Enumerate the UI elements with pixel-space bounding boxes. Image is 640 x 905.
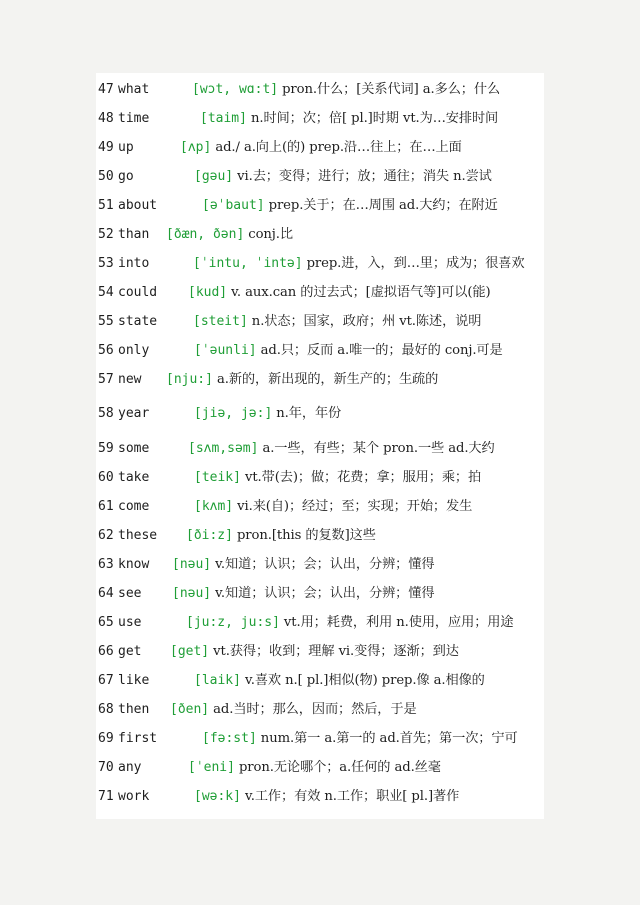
entry-phonetic: [ðæn, ðən] <box>166 227 245 242</box>
entry-phonetic: [ˈintu, ˈintə] <box>193 256 303 271</box>
entry-number: 51 <box>98 198 114 213</box>
entry-word: use <box>118 615 142 630</box>
entry-definition: v.知道；认识；会；认出，分辨；懂得 <box>215 557 435 572</box>
entry-definition: a.新的，新出现的，新生产的；生疏的 <box>216 372 439 387</box>
entry-definition: vt.获得；收到；理解 vi.变得；逐渐；到达 <box>213 644 459 659</box>
entry-number: 59 <box>98 441 114 456</box>
entry-phonetic: [ʌp] <box>180 140 212 155</box>
entry-word: new <box>118 372 142 387</box>
entry-phonetic: [taim] <box>200 111 247 126</box>
entry-phonetic: [ði:z] <box>186 528 233 543</box>
entry-phonetic: [kud] <box>188 285 228 300</box>
vocabulary-page <box>96 73 544 819</box>
entry-definition: pron.什么；[关系代词] a.多么；什么 <box>282 82 501 97</box>
entry-phonetic: [jiə, jə:] <box>194 406 273 421</box>
entry-word: up <box>118 140 134 155</box>
vocab-entry <box>98 438 544 460</box>
entry-definition: pron.无论哪个；a.任何的 ad.丝毫 <box>238 760 441 775</box>
vocab-entry <box>98 253 544 275</box>
vocab-entry <box>98 403 544 425</box>
entry-definition: a.一些，有些；某个 pron.一些 ad.大约 <box>262 441 495 456</box>
entry-definition: prep.进，入，到…里；成为；很喜欢 <box>306 256 525 271</box>
vocabulary-list <box>96 73 544 819</box>
entry-word: into <box>118 256 150 271</box>
entry-word: time <box>118 111 150 126</box>
entry-phonetic: [fə:st] <box>202 731 257 746</box>
entry-word: then <box>118 702 150 717</box>
entry-number: 56 <box>98 343 114 358</box>
entry-word: these <box>118 528 158 543</box>
entry-number: 49 <box>98 140 114 155</box>
entry-word: come <box>118 499 150 514</box>
entry-word: any <box>118 760 142 775</box>
entry-phonetic: [ju:z, ju:s] <box>186 615 280 630</box>
entry-definition: ad.只；反而 a.唯一的；最好的 conj.可是 <box>260 343 503 358</box>
entry-number: 47 <box>98 82 114 97</box>
entry-word: about <box>118 198 158 213</box>
entry-number: 48 <box>98 111 114 126</box>
entry-definition: v.喜欢 n.[ pl.]相似(物) prep.像 a.相像的 <box>244 673 485 688</box>
vocab-entry <box>98 282 544 304</box>
entry-phonetic: [ðen] <box>170 702 210 717</box>
entry-number: 62 <box>98 528 114 543</box>
entry-phonetic: [ˈeni] <box>188 760 235 775</box>
entry-word: get <box>118 644 142 659</box>
vocab-entry <box>98 670 544 692</box>
entry-word: work <box>118 789 150 804</box>
entry-definition: vi.来(自)；经过；至；实现；开始；发生 <box>237 499 473 514</box>
entry-number: 69 <box>98 731 114 746</box>
vocab-entry <box>98 728 544 750</box>
entry-word: know <box>118 557 150 572</box>
vocab-entry <box>98 786 544 808</box>
entry-number: 52 <box>98 227 114 242</box>
entry-number: 54 <box>98 285 114 300</box>
entry-number: 67 <box>98 673 114 688</box>
entry-word: than <box>118 227 150 242</box>
entry-phonetic: [steit] <box>193 314 248 329</box>
entry-number: 58 <box>98 406 114 421</box>
entry-definition: n.时间；次；倍[ pl.]时期 vt.为…安排时间 <box>250 111 499 126</box>
vocab-entry <box>98 583 544 605</box>
vocab-entry <box>98 79 544 101</box>
entry-word: like <box>118 673 150 688</box>
entry-number: 64 <box>98 586 114 601</box>
entry-phonetic: [əˈbaut] <box>202 198 265 213</box>
entry-number: 57 <box>98 372 114 387</box>
vocab-entry <box>98 224 544 246</box>
entry-number: 71 <box>98 789 114 804</box>
entry-word: year <box>118 406 150 421</box>
vocab-entry <box>98 195 544 217</box>
vocab-entry <box>98 612 544 634</box>
entry-number: 70 <box>98 760 114 775</box>
vocab-entry <box>98 699 544 721</box>
vocab-entry <box>98 137 544 159</box>
vocab-entry <box>98 525 544 547</box>
vocab-entry <box>98 757 544 779</box>
entry-phonetic: [laik] <box>194 673 241 688</box>
entry-definition: ad./ a.向上(的) prep.沿…往上；在…上面 <box>215 140 462 155</box>
entry-word: take <box>118 470 150 485</box>
entry-definition: v.工作；有效 n.工作；职业[ pl.]著作 <box>244 789 460 804</box>
entry-definition: prep.关于；在…周围 ad.大约；在附近 <box>268 198 498 213</box>
entry-definition: conj.比 <box>248 227 293 242</box>
entry-phonetic: [nju:] <box>166 372 213 387</box>
entry-definition: n.年，年份 <box>276 406 342 421</box>
entry-phonetic: [get] <box>170 644 210 659</box>
entry-word: see <box>118 586 142 601</box>
vocab-entry <box>98 467 544 489</box>
vocab-entry <box>98 496 544 518</box>
vocab-entry <box>98 340 544 362</box>
entry-number: 50 <box>98 169 114 184</box>
entry-phonetic: [gəu] <box>194 169 234 184</box>
entry-word: could <box>118 285 158 300</box>
entry-definition: num.第一 a.第一的 ad.首先；第一次；宁可 <box>260 731 518 746</box>
entry-definition: v.知道；认识；会；认出，分辨；懂得 <box>215 586 435 601</box>
entry-number: 68 <box>98 702 114 717</box>
entry-phonetic: [sʌm,səm] <box>188 441 259 456</box>
entry-phonetic: [wɔt, wɑ:t] <box>192 82 279 97</box>
entry-definition: vt.用；耗费，利用 n.使用，应用；用途 <box>283 615 514 630</box>
entry-number: 55 <box>98 314 114 329</box>
entry-phonetic: [nəu] <box>172 557 212 572</box>
entry-phonetic: [wə:k] <box>194 789 241 804</box>
entry-number: 53 <box>98 256 114 271</box>
entry-number: 63 <box>98 557 114 572</box>
entry-word: first <box>118 731 158 746</box>
entry-definition: vi.去；变得；进行；放；通往；消失 n.尝试 <box>237 169 492 184</box>
entry-number: 65 <box>98 615 114 630</box>
entry-phonetic: [ˈəunli] <box>194 343 257 358</box>
entry-definition: v. aux.can 的过去式；[虚拟语气等]可以(能) <box>231 285 491 300</box>
vocab-entry <box>98 311 544 333</box>
entry-word: some <box>118 441 150 456</box>
entry-word: go <box>118 169 134 184</box>
entry-number: 61 <box>98 499 114 514</box>
entry-definition: vt.带(去)；做；花费；拿；服用；乘；拍 <box>244 470 482 485</box>
vocab-entry <box>98 369 544 391</box>
entry-phonetic: [nəu] <box>172 586 212 601</box>
vocab-entry <box>98 108 544 130</box>
entry-number: 60 <box>98 470 114 485</box>
entry-word: state <box>118 314 158 329</box>
entry-definition: pron.[this 的复数]这些 <box>236 528 376 543</box>
entry-word: only <box>118 343 150 358</box>
entry-number: 66 <box>98 644 114 659</box>
vocab-entry <box>98 166 544 188</box>
vocab-entry <box>98 554 544 576</box>
entry-phonetic: [teik] <box>194 470 241 485</box>
vocab-entry <box>98 641 544 663</box>
entry-definition: n.状态；国家，政府；州 vt.陈述，说明 <box>251 314 482 329</box>
entry-definition: ad.当时；那么，因而；然后，于是 <box>213 702 417 717</box>
entry-phonetic: [kʌm] <box>194 499 234 514</box>
entry-word: what <box>118 82 150 97</box>
